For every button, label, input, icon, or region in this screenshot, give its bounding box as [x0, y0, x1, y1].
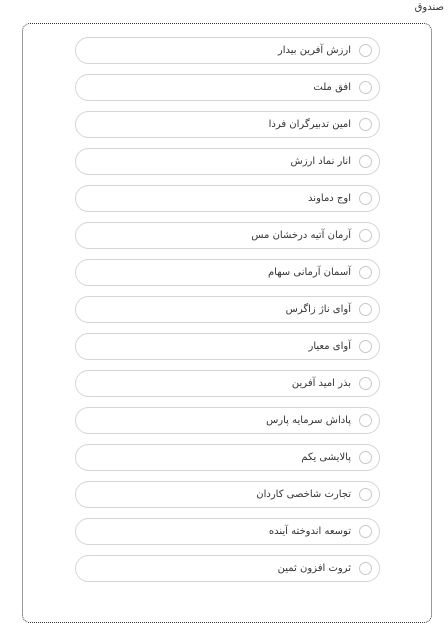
- radio-option-list: [75, 37, 380, 592]
- radio-option[interactable]: [75, 37, 380, 64]
- radio-option[interactable]: [75, 407, 380, 434]
- radio-option[interactable]: [75, 111, 380, 138]
- radio-option[interactable]: [75, 74, 380, 101]
- radio-option-label: آسمان آرمانی سهام: [267, 267, 351, 278]
- radio-option[interactable]: [75, 481, 380, 508]
- radio-button[interactable]: [359, 118, 372, 131]
- radio-option-label: پالایشی یکم: [301, 452, 351, 463]
- radio-option-label: بذر امید آفرین: [291, 378, 351, 389]
- radio-option-label: آرمان آتیه درخشان مس: [251, 230, 351, 241]
- radio-option[interactable]: [75, 518, 380, 545]
- radio-option[interactable]: [75, 370, 380, 397]
- options-panel[interactable]: [22, 23, 432, 623]
- radio-option-label: اوج دماوند: [308, 193, 351, 204]
- radio-button[interactable]: [359, 266, 372, 279]
- radio-option-label: افق ملت: [313, 82, 351, 93]
- radio-option[interactable]: [75, 222, 380, 249]
- radio-button[interactable]: [359, 562, 372, 575]
- radio-option-label: آوای معیار: [308, 341, 351, 352]
- radio-option-label: توسعه اندوخته آینده: [268, 526, 351, 537]
- radio-option[interactable]: [75, 296, 380, 323]
- radio-option[interactable]: [75, 148, 380, 175]
- radio-option[interactable]: [75, 185, 380, 212]
- radio-option-label: امین تدبیرگران فردا: [268, 119, 351, 130]
- radio-button[interactable]: [359, 81, 372, 94]
- radio-button[interactable]: [359, 340, 372, 353]
- radio-option-label: ثروت افزون ثمین: [277, 563, 351, 574]
- radio-option[interactable]: [75, 259, 380, 286]
- radio-button[interactable]: [359, 155, 372, 168]
- radio-option[interactable]: [75, 333, 380, 360]
- radio-option-label: تجارت شاخصی کاردان: [256, 489, 351, 500]
- radio-button[interactable]: [359, 303, 372, 316]
- radio-option-label: انار نماد ارزش: [290, 156, 351, 167]
- radio-option[interactable]: [75, 555, 380, 582]
- radio-option-label: ارزش آفرین بیدار: [277, 45, 351, 56]
- radio-button[interactable]: [359, 377, 372, 390]
- radio-option-label: پاداش سرمایه پارس: [266, 415, 351, 426]
- radio-button[interactable]: [359, 229, 372, 242]
- radio-button[interactable]: [359, 192, 372, 205]
- radio-button[interactable]: [359, 44, 372, 57]
- radio-button[interactable]: [359, 414, 372, 427]
- radio-button[interactable]: [359, 525, 372, 538]
- radio-option-label: آوای ناژ زاگرس: [285, 304, 351, 315]
- radio-button[interactable]: [359, 488, 372, 501]
- radio-button[interactable]: [359, 451, 372, 464]
- radio-option[interactable]: [75, 444, 380, 471]
- field-label: صندوق: [414, 2, 444, 13]
